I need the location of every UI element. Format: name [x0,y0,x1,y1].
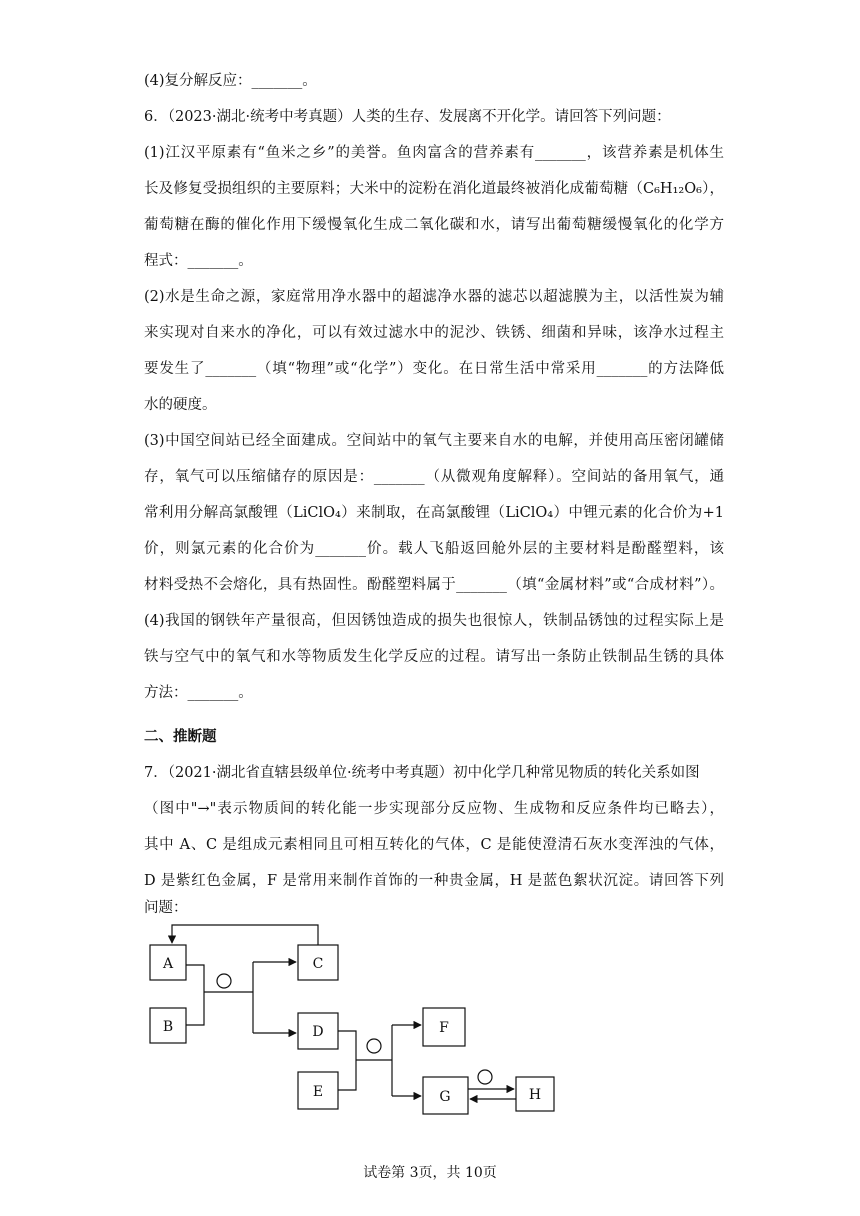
label-e: E [312,1084,324,1100]
label-b: B [162,1019,174,1035]
text-line: 存，氧气可以压缩储存的原因是：_______（从微观角度解释）。空间站的备用氧气，通 [144,469,724,485]
bracket-de [338,1031,356,1090]
text-line: (4)我国的钢铁年产量很高，但因锈蚀造成的损失也很惊人，铁制品锈蚀的过程实际上是 [144,613,724,629]
text-line: 常利用分解高氯酸锂（LiClO₄）来制取，在高氯酸锂（LiClO₄）中锂元素的化合价为+1 [144,505,724,521]
text-line: 来实现对自来水的净化，可以有效过滤水中的泥沙、铁锈、细菌和异味，该净水过程主 [144,325,724,341]
text-line: （图中"→"表示物质间的转化能一步实现部分反应物、生成物和反应条件均已略去）， [144,801,724,817]
page-footer: 试卷第 3页，共 10页 [363,1165,497,1181]
text-line: (3)中国空间站已经全面建成。空间站中的氧气主要来自水的电解，并使用高压密闭罐储 [144,433,724,449]
section-title: 二、推断题 [144,728,217,745]
text-line: 葡萄糖在酶的催化作用下缓慢氧化生成二氧化碳和水，请写出葡萄糖缓慢氧化的化学方 [144,217,724,233]
text-line: 要发生了_______（填“物理”或“化学”）变化。在日常生活中常采用_______的方法降低 [144,361,724,377]
text-line: 价，则氯元素的化合价为_______价。载人飞船返回舱外层的主要材料是酚醛塑料，该 [144,541,724,557]
label-a: A [162,956,174,972]
text-line: 水的硬度。 [144,397,217,413]
text-line: (2)水是生命之源，家庭常用净水器中的超滤净水器的滤芯以超滤膜为主，以活性炭为辅 [144,289,724,305]
text-line-q5-4: (4)复分解反应：_______。 [144,73,317,89]
text-line: 其中 A、C 是组成元素相同且可相互转化的气体，C 是能使澄清石灰水变浑浊的气体， [144,837,724,853]
text-line: 程式：_______。 [144,253,253,269]
text-line: D 是紫红色金属，F 是常用来制作首饰的一种贵金属，H 是蓝色絮状沉淀。请回答下列 [144,873,724,889]
label-c: C [312,956,324,972]
text-line: 材料受热不会熔化，具有热固性。酚醛塑料属于_______（填“金属材料”或“合成材料”）。 [144,577,724,593]
question-6-stem: 6．（2023·湖北·统考中考真题）人类的生存、发展离不开化学。请回答下列问题： [144,109,671,125]
bracket-ab [186,965,204,1025]
label-g: G [439,1089,451,1105]
label-d: D [312,1024,324,1040]
text-line: 方法：_______。 [144,685,253,701]
text-line: (1)江汉平原素有“鱼米之乡”的美誉。鱼肉富含的营养素有_______，该营养素是机体生 [144,145,724,161]
label-h: H [528,1087,542,1103]
text-line: 问题： [144,900,188,916]
question-7-stem: 7．（2021·湖北省直辖县级单位·统考中考真题）初中化学几种常见物质的转化关系如图 [144,765,700,781]
conversion-diagram [140,915,580,1125]
text-line: 长及修复受损组织的主要原料；大米中的淀粉在消化道最终被消化成葡萄糖（C₆H₁₂O₆）， [144,181,724,197]
arrow-c-to-a [172,925,318,945]
text-line: 铁与空气中的氧气和水等物质发生化学反应的过程。请写出一条防止铁制品生锈的具体 [144,649,724,665]
label-f: F [439,1020,449,1036]
